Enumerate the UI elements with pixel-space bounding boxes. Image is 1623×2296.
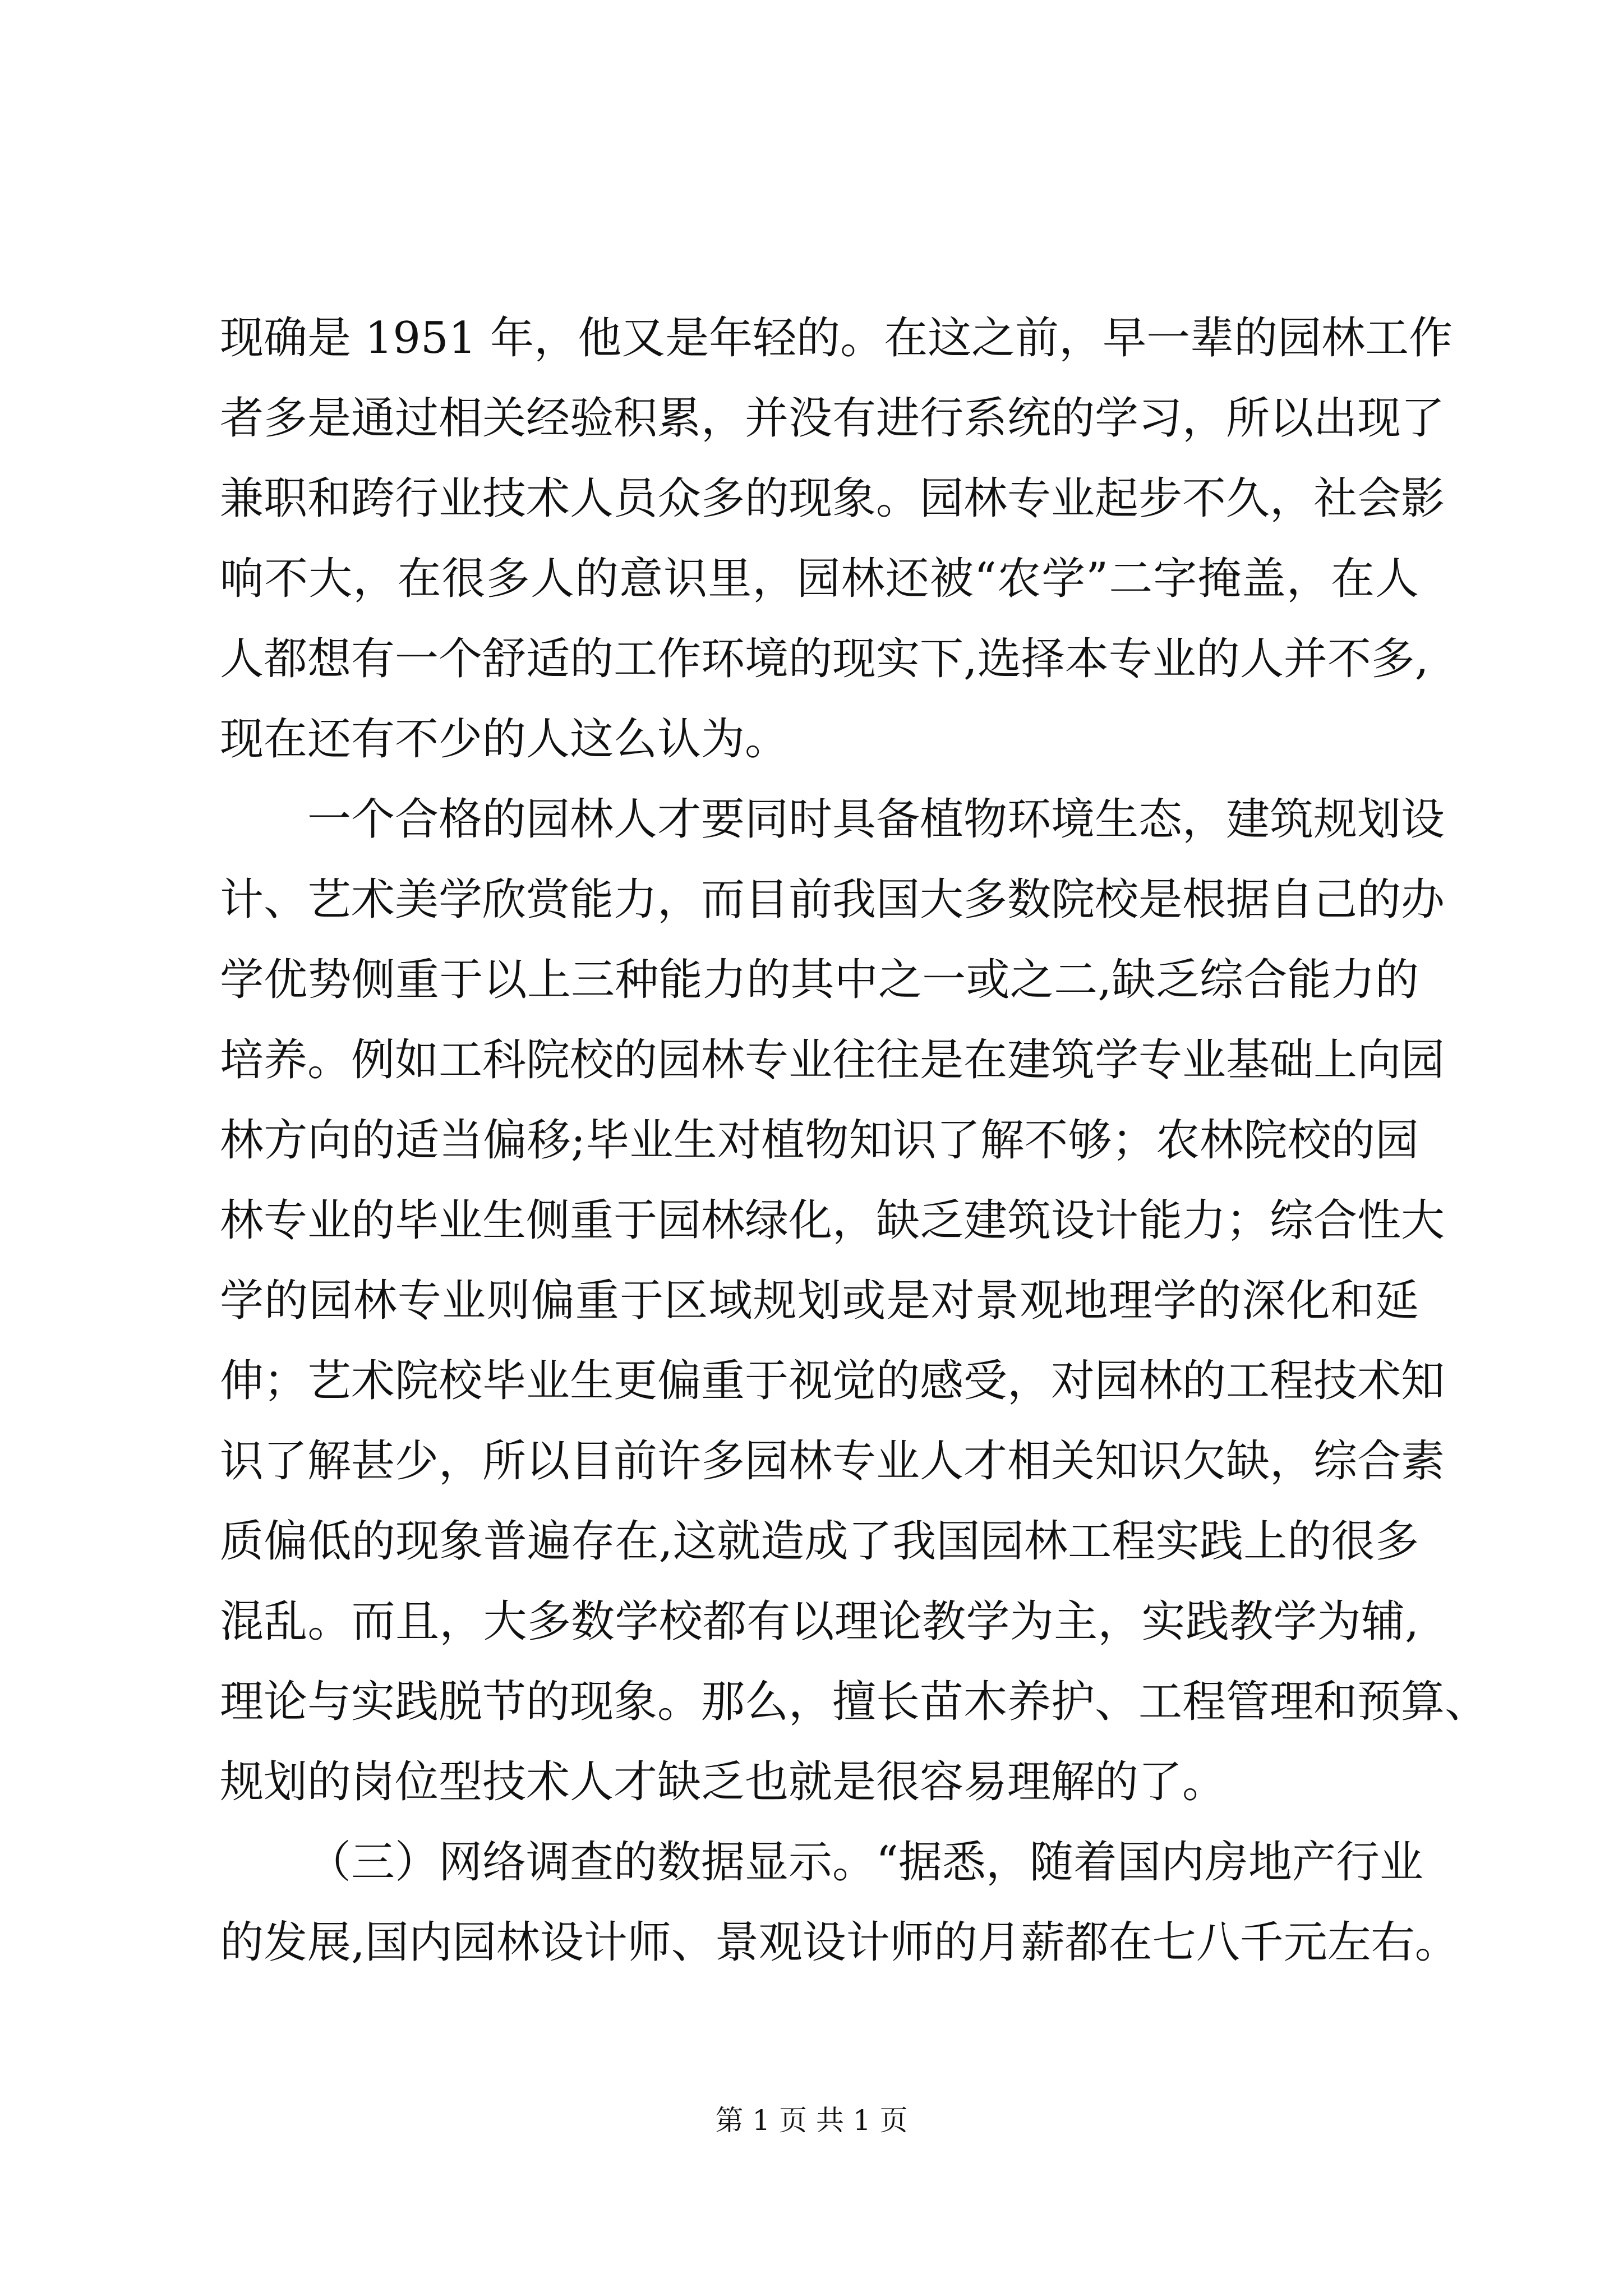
text-line: 质偏低的现象普遍存在,这就造成了我国园林工程实践上的很多 (220, 1516, 1419, 1567)
text-line: 林专业的毕业生侧重于园林绿化，缺乏建筑设计能力；综合性大 (220, 1195, 1445, 1246)
text-line: 兼职和跨行业技术人员众多的现象。园林专业起步不久，社会影 (220, 473, 1445, 524)
text-line: 混乱。而且，大多数学校都有以理论教学为主，实践教学为辅, (220, 1596, 1419, 1647)
text-line: 林方向的适当偏移;毕业生对植物知识了解不够；农林院校的园 (220, 1115, 1419, 1166)
text-line: 学的园林专业则偏重于区域规划或是对景观地理学的深化和延 (220, 1276, 1419, 1326)
text-line: （三）网络调查的数据显示。“据悉，随着国内房地产行业 (307, 1837, 1423, 1888)
text-line: 识了解甚少，所以目前许多园林专业人才相关知识欠缺，综合素 (220, 1436, 1445, 1487)
text-line: 响不大，在很多人的意识里，园林还被“农学”二字掩盖，在人 (220, 554, 1419, 604)
body-text (220, 298, 1489, 1983)
page-footer: 第 1 页 共 1 页 (715, 2104, 908, 2137)
text-line: 培养。例如工科院校的园林专业往往是在建筑学专业基础上向园 (220, 1035, 1445, 1085)
text-line: 计、艺术美学欣赏能力，而目前我国大多数院校是根据自己的办 (220, 875, 1445, 925)
text-line: 现确是 1951 年，他又是年轻的。在这之前，早一辈的园林工作 (220, 313, 1453, 364)
text-line: 的发展,国内园林设计师、景观设计师的月薪都在七八千元左右。 (220, 1917, 1459, 1968)
text-line: 理论与实践脱节的现象。那么，擅长苗木养护、工程管理和预算、 (220, 1677, 1489, 1727)
text-line: 伸；艺术院校毕业生更偏重于视觉的感受，对园林的工程技术知 (220, 1356, 1445, 1406)
text-line: 规划的岗位型技术人才缺乏也就是很容易理解的了。 (220, 1757, 1227, 1807)
text-line: 人都想有一个舒适的工作环境的现实下,选择本专业的人并不多, (220, 634, 1429, 684)
text-line: 现在还有不少的人这么认为。 (220, 714, 789, 765)
text-line: 一个合格的园林人才要同时具备植物环境生态，建筑规划设 (307, 794, 1445, 845)
text-line: 者多是通过相关经验积累，并没有进行系统的学习，所以出现了 (220, 393, 1445, 444)
text-line: 学优势侧重于以上三种能力的其中之一或之二,缺乏综合能力的 (220, 955, 1419, 1005)
